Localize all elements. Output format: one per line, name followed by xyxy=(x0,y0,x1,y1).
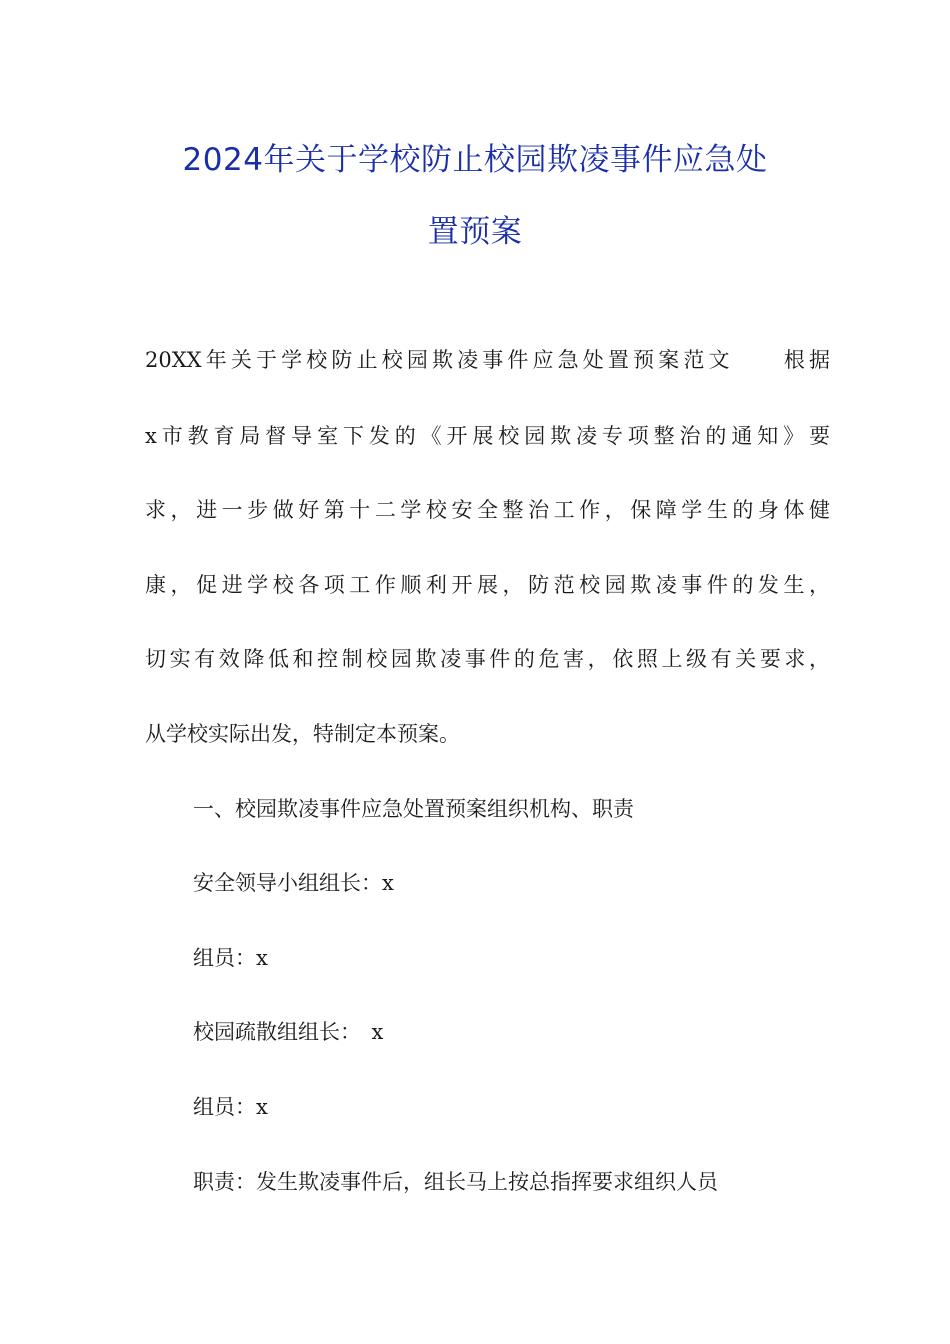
paragraph-1-line-6: 从学校实际出发，特制定本预案。 xyxy=(145,722,460,746)
paragraph-1-line-1: 20XX年关于学校防止校园欺凌事件应急处置预案范文 根据 xyxy=(145,348,830,372)
document-title-line-2: 置预案 xyxy=(427,214,523,250)
section-1-heading: 一、校园欺凌事件应急处置预案组织机构、职责 xyxy=(193,797,634,821)
paragraph-1-line-2: x市教育局督导室下发的《开展校园欺凌专项整治的通知》要 xyxy=(145,424,830,448)
document-title-line-1: 2024年关于学校防止校园欺凌事件应急处 xyxy=(182,142,768,178)
safety-group-leader: 安全领导小组组长：x xyxy=(193,871,394,895)
evacuation-group-leader: 校园疏散组组长： x xyxy=(193,1020,384,1044)
paragraph-1-line-4: 康，促进学校各项工作顺利开展，防范校园欺凌事件的发生， xyxy=(145,573,830,597)
paragraph-1-line-5: 切实有效降低和控制校园欺凌事件的危害，依照上级有关要求， xyxy=(145,647,830,671)
safety-group-members: 组员：x xyxy=(193,946,268,970)
duties-line-1: 职责：发生欺凌事件后，组长马上按总指挥要求组织人员 xyxy=(193,1170,718,1194)
evacuation-group-members: 组员：x xyxy=(193,1095,268,1119)
paragraph-1-line-3: 求，进一步做好第十二学校安全整治工作，保障学生的身体健 xyxy=(145,498,830,522)
